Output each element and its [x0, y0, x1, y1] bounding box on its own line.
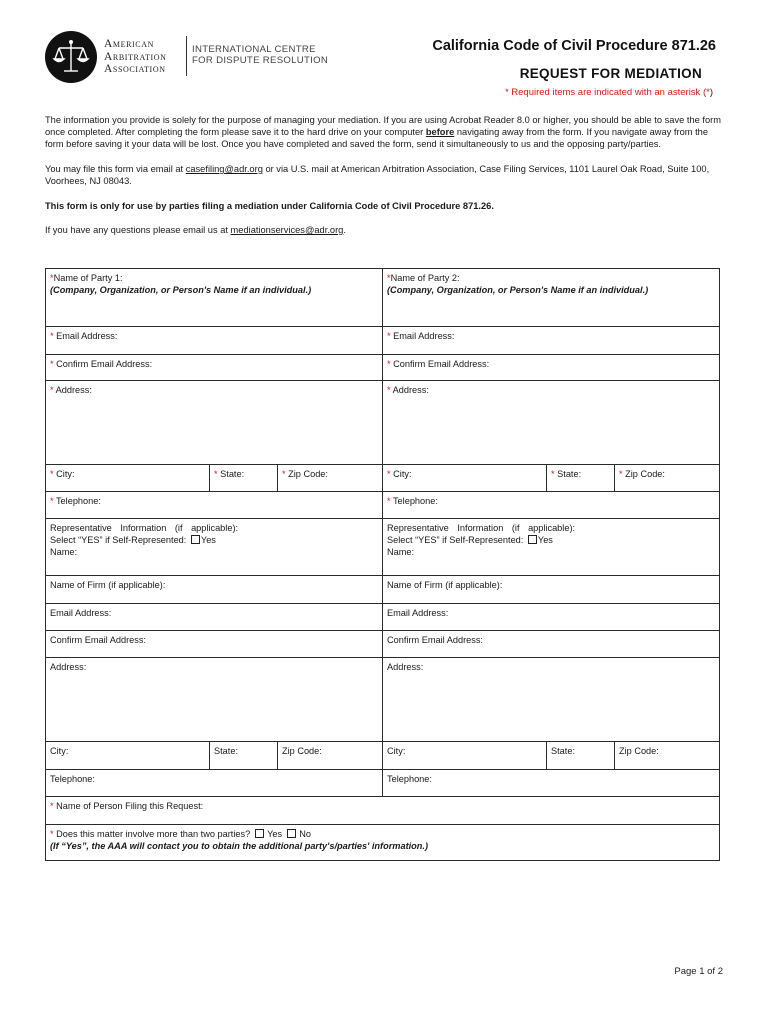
- icdr-line-2: FOR DISPUTE RESOLUTION: [192, 54, 329, 66]
- intro-paragraph-4: [45, 224, 725, 236]
- party1-rep-telephone-field[interactable]: [46, 770, 383, 797]
- party1-zip-label: Zip Code:: [288, 469, 328, 479]
- party1-rep-zip-field[interactable]: [278, 742, 383, 770]
- required-asterisk: *: [50, 273, 54, 283]
- party2-telephone-label: Telephone:: [392, 496, 438, 506]
- party2-name-label: Name of Party 2:: [390, 273, 460, 283]
- party2-rep-email-field[interactable]: [383, 604, 720, 631]
- required-asterisk: *: [50, 801, 54, 811]
- aaa-word-2: Arbitration: [104, 50, 167, 63]
- party1-rep-zip-label: Zip Code:: [282, 746, 322, 756]
- party1-rep-email-label: Email Address:: [50, 608, 112, 618]
- party1-email-label: Email Address:: [56, 331, 118, 341]
- required-asterisk: *: [387, 331, 391, 341]
- more-parties-no-checkbox[interactable]: [287, 829, 296, 838]
- document-subtitle: REQUEST FOR MEDIATION: [519, 66, 702, 81]
- required-note-star: *: [706, 87, 710, 98]
- required-asterisk: *: [387, 385, 391, 395]
- party2-rep-zip-field[interactable]: [615, 742, 720, 770]
- party2-rep-firm-field[interactable]: [383, 576, 720, 604]
- required-asterisk: *: [387, 469, 391, 479]
- party2-rep-zip-label: Zip Code:: [619, 746, 659, 756]
- required-asterisk: *: [50, 829, 54, 839]
- party1-address-label: Address:: [55, 385, 92, 395]
- required-asterisk: *: [214, 469, 218, 479]
- required-asterisk: *: [50, 385, 54, 395]
- party1-confirm-email-field[interactable]: [46, 355, 383, 381]
- party1-self-rep-label: Select “YES” if Self-Represented:: [50, 535, 187, 545]
- party2-self-rep-label: Select “YES” if Self-Represented:: [387, 535, 524, 545]
- party1-rep-email-field[interactable]: [46, 604, 383, 631]
- party2-confirm-email-label: Confirm Email Address:: [393, 359, 490, 369]
- party1-city-field[interactable]: [46, 465, 210, 492]
- party1-state-field[interactable]: [210, 465, 278, 492]
- party1-rep-telephone-label: Telephone:: [50, 774, 95, 784]
- party2-rep-state-field[interactable]: [547, 742, 615, 770]
- party1-telephone-label: Telephone:: [55, 496, 101, 506]
- party1-email-field[interactable]: [46, 327, 383, 355]
- party2-zip-label: Zip Code:: [625, 469, 665, 479]
- party1-confirm-email-label: Confirm Email Address:: [56, 359, 153, 369]
- party2-name-field[interactable]: [383, 269, 720, 327]
- party1-name-field[interactable]: [46, 269, 383, 327]
- document-title: California Code of Civil Procedure 871.26: [432, 38, 716, 54]
- intro-paragraph-3: This form is only for use by parties filing a mediation under California Code of Civil Procedure 871.26.: [45, 201, 494, 211]
- aaa-logo: [45, 31, 97, 83]
- icdr-wordmark: [192, 45, 328, 66]
- party1-rep-firm-label: Name of Firm (if applicable):: [50, 580, 166, 590]
- party1-representative-section: [46, 519, 383, 576]
- required-note: [505, 87, 713, 98]
- required-asterisk: *: [50, 469, 54, 479]
- more-parties-yes-checkbox[interactable]: [255, 829, 264, 838]
- required-asterisk: *: [551, 469, 555, 479]
- party1-state-label: State:: [220, 469, 245, 479]
- party2-representative-section: [383, 519, 720, 576]
- party2-email-field[interactable]: [383, 327, 720, 355]
- party1-self-rep-checkbox[interactable]: [191, 535, 200, 544]
- party2-rep-city-label: City:: [387, 746, 406, 756]
- intro-p1-before: before: [425, 127, 455, 137]
- party1-address-field[interactable]: [46, 381, 383, 465]
- party2-address-label: Address:: [392, 385, 429, 395]
- party2-rep-city-field[interactable]: [383, 742, 547, 770]
- party2-rep-confirm-email-field[interactable]: [383, 631, 720, 658]
- intro-p1-part-b: navigating away from the form. If you navigate away from the form before saving it your data will be lost. Once you have completed and saved the form, send it simultaneously to us and the opposing party/parties.: [45, 127, 709, 149]
- mediation-form: [45, 268, 720, 861]
- party2-rep-name-label[interactable]: Name:: [387, 547, 415, 557]
- party2-rep-address-label: Address:: [387, 662, 424, 672]
- intro-p4-part-a: If you have any questions please email us at: [45, 225, 231, 235]
- intro-p4-part-b: .: [343, 225, 346, 235]
- party2-rep-telephone-label: Telephone:: [387, 774, 432, 784]
- mediationservices-email-link[interactable]: mediationservices@adr.org: [230, 225, 344, 235]
- party1-rep-city-label: City:: [50, 746, 69, 756]
- party1-zip-field[interactable]: [278, 465, 383, 492]
- party2-rep-email-label: Email Address:: [387, 608, 449, 618]
- more-parties-question: Does this matter involve more than two parties?: [56, 829, 251, 839]
- casefiling-email-link[interactable]: casefiling@adr.org: [185, 164, 263, 174]
- logo-divider: [186, 36, 187, 76]
- required-asterisk: *: [50, 496, 54, 506]
- party2-rep-firm-label: Name of Firm (if applicable):: [387, 580, 503, 590]
- party2-zip-field[interactable]: [615, 465, 720, 492]
- required-asterisk: *: [387, 273, 391, 283]
- required-asterisk: *: [50, 331, 54, 341]
- party2-address-field[interactable]: [383, 381, 720, 465]
- party2-rep-telephone-field[interactable]: [383, 770, 720, 797]
- aaa-wordmark: [104, 38, 166, 76]
- party2-state-label: State:: [557, 469, 582, 479]
- party1-rep-address-field[interactable]: [46, 658, 383, 742]
- person-filing-field[interactable]: [46, 797, 720, 825]
- party2-name-hint: (Company, Organization, or Person's Name if an individual.): [387, 285, 649, 295]
- more-parties-section: [46, 825, 720, 861]
- intro-paragraph-1: [45, 114, 725, 150]
- intro-p1-part-a: The information you provide is solely for the purpose of managing your mediation. If you are using Acrobat Reader 8.0 or higher, you should be able to save the form once completed. After completing the form please save it to the hard drive on your computer: [45, 115, 721, 137]
- party1-rep-name-label[interactable]: Name:: [50, 547, 78, 557]
- party1-rep-confirm-email-field[interactable]: [46, 631, 383, 658]
- intro-p2-part-b: or via U.S. mail at American Arbitration Association, Case Filing Services, 1101 Laurel Oak Road, Suite 100, Voorhees, NJ 08043.: [45, 164, 710, 186]
- aaa-word-1: American: [104, 38, 154, 50]
- party2-rep-state-label: State:: [551, 746, 576, 756]
- party1-rep-state-label: State:: [214, 746, 239, 756]
- required-asterisk: *: [387, 359, 391, 369]
- party2-confirm-email-field[interactable]: [383, 355, 720, 381]
- party1-rep-state-field[interactable]: [210, 742, 278, 770]
- more-parties-no-label: No: [299, 829, 312, 839]
- required-asterisk: *: [619, 469, 623, 479]
- party1-city-label: City:: [56, 469, 75, 479]
- icdr-line-1: INTERNATIONAL CENTRE: [192, 44, 316, 55]
- party1-rep-address-label: Address:: [50, 662, 87, 672]
- page-number: Page 1 of 2: [674, 966, 723, 977]
- required-asterisk: *: [50, 359, 54, 369]
- party1-rep-info-label: Representative Information (if applicable):: [50, 523, 239, 533]
- party2-self-rep-checkbox[interactable]: [528, 535, 537, 544]
- required-asterisk: *: [282, 469, 286, 479]
- more-parties-yes-label: Yes: [267, 829, 283, 839]
- intro-paragraph-2: [45, 163, 725, 187]
- party2-rep-address-field[interactable]: [383, 658, 720, 742]
- required-asterisk: *: [387, 496, 391, 506]
- party1-telephone-field[interactable]: [46, 492, 383, 519]
- party2-rep-info-label: Representative Information (if applicable):: [387, 523, 576, 533]
- party2-self-rep-yes-label: Yes: [537, 535, 553, 545]
- party2-city-field[interactable]: [383, 465, 547, 492]
- person-filing-label: Name of Person Filing this Request:: [56, 801, 204, 811]
- party2-rep-confirm-email-label: Confirm Email Address:: [387, 635, 483, 645]
- aaa-word-3: Association: [104, 63, 166, 75]
- party2-city-label: City:: [393, 469, 412, 479]
- party1-rep-city-field[interactable]: [46, 742, 210, 770]
- party2-state-field[interactable]: [547, 465, 615, 492]
- party1-rep-firm-field[interactable]: [46, 576, 383, 604]
- party2-email-label: Email Address:: [393, 331, 455, 341]
- required-note-close: ): [709, 87, 713, 98]
- party1-self-rep-yes-label: Yes: [200, 535, 216, 545]
- party1-rep-confirm-email-label: Confirm Email Address:: [50, 635, 146, 645]
- party2-telephone-field[interactable]: [383, 492, 720, 519]
- party1-name-hint: (Company, Organization, or Person's Name if an individual.): [50, 285, 312, 295]
- more-parties-hint: (If “Yes”, the AAA will contact you to obtain the additional party's/parties' information.): [50, 841, 429, 851]
- intro-p2-part-a: You may file this form via email at: [45, 164, 186, 174]
- scales-of-justice-icon: [45, 31, 97, 83]
- required-note-text: * Required items are indicated with an asterisk (: [504, 87, 707, 98]
- party1-name-label: Name of Party 1:: [53, 273, 123, 283]
